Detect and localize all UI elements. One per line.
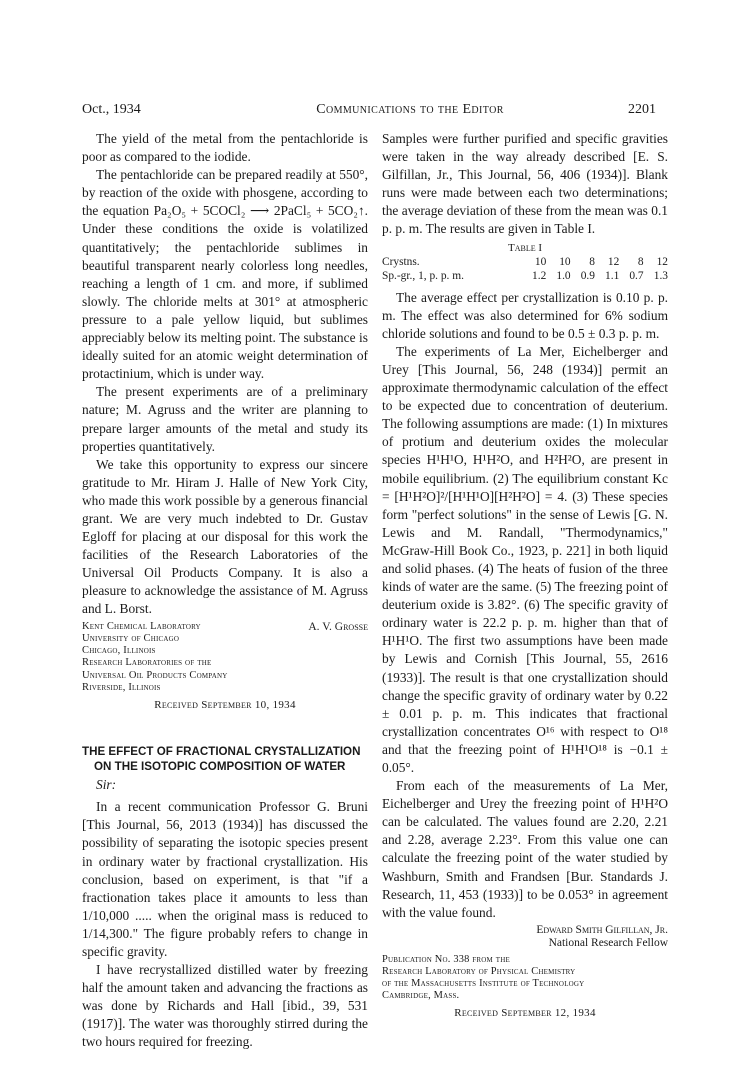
paragraph: The present experiments are of a preliminary nature; M. Agruss and the writer are planning to prepare larger amounts of the metal and study its properties quantitatively.	[82, 384, 368, 454]
running-head-section: Communications to the Editor	[316, 102, 504, 117]
signature-row	[82, 621, 368, 634]
table-cell: 1.0	[556, 269, 571, 282]
author-name: A. V. Grosse	[308, 620, 368, 633]
institution-line: Kent Chemical Laboratory	[82, 620, 201, 632]
salutation: Sir:	[96, 777, 117, 793]
article-title	[82, 744, 368, 774]
table-cell: Sp.-gr., 1, p. p. m.	[382, 269, 464, 282]
table-cell: 12	[656, 255, 668, 268]
table-cell: 1.2	[532, 269, 547, 282]
institution-line: Publication No. 338 from the	[382, 953, 510, 965]
institution-line: Riverside, Illinois	[82, 681, 161, 693]
results-table	[382, 255, 668, 283]
received-date: Received September 10, 1934	[154, 699, 296, 712]
institution-line: of the Massachusetts Institute of Technology	[382, 977, 585, 989]
page-number: 2201	[628, 102, 656, 117]
table-cell: 8	[589, 255, 595, 268]
table-cell: 1.1	[605, 269, 620, 282]
paragraph: I have recrystallized distilled water by freezing half the amount taken and advancing the fractions as was done by Richards and Hall [ibid., 39, 531 (1917)]. The water was thoroughly stirred during the two hours required for freezing.	[82, 962, 368, 1050]
right-column	[382, 130, 668, 1022]
running-head-date: Oct., 1934	[82, 102, 141, 117]
paragraph: The average effect per crystallization is 0.10 p. p. m. The effect was also determined for 6% sodium chloride solutions and found to be 0.5 ± 0.3 p. p. m.	[382, 289, 668, 341]
paragraph: The pentachloride can be prepared readily at 550°, by reaction of the oxide with phosgene, according to the equation Pa₂O₅ + 5COCl₂ ⟶ 2PaCl₅ + 5CO₂↑. Under these conditions the oxide is volatilized quantitatively; the pentachloride sublimes in beautiful transparent nearly colorless long needles, reaching a length of 1 cm. and more, if sublimed slowly. The chloride melts at 301° at atmospheric pressure to a pale yellow liquid, but sublimes appreciably below its melting point. The substance is ideally suited for an atomic weight determination of protactinium, which is under way.	[82, 167, 368, 382]
paragraph: Samples were further purified and specific gravities were taken in the way already described [E. S. Gilfillan, Jr., This Journal, 56, 406 (1934)]. Blank runs were made between each two determinations; the average deviation of these from the mean was 0.1 p. p. m. The results are given in Table I.	[382, 131, 668, 237]
table-row	[382, 269, 668, 283]
paragraph: The yield of the metal from the pentachloride is poor as compared to the iodide.	[82, 131, 368, 165]
table-cell: 0.9	[580, 269, 595, 282]
table-cell: 10	[559, 255, 571, 268]
article-title-line: THE EFFECT OF FRACTIONAL CRYSTALLIZATION	[82, 745, 361, 759]
table-cell: 1.3	[653, 269, 668, 282]
table-cell: 10	[534, 255, 547, 268]
received-date: Received September 12, 1934	[454, 1006, 596, 1019]
table-row	[382, 255, 668, 269]
author-affiliation: National Research Fellow	[548, 936, 668, 949]
author-name: Edward Smith Gilfillan, Jr.	[536, 923, 668, 936]
article-title-line: ON THE ISOTOPIC COMPOSITION OF WATER	[94, 760, 346, 774]
institution-line: Chicago, Illinois	[82, 645, 156, 657]
table-cell: Crystns.	[382, 255, 420, 268]
institution-line: University of Chicago	[82, 633, 180, 645]
table-cell: 8	[637, 255, 644, 268]
paragraph: We take this opportunity to express our sincere gratitude to Mr. Hiram J. Halle of New York City, who made this work possible by a generous financial grant. We are very much indebted to Dr. Gustav Egloff for placing at our disposal for this work the facilities of the Research Laboratories of the Universal Oil Products Company. It is also a pleasure to acknowledge the assistance of M. Agruss and L. Borst.	[82, 456, 368, 617]
paragraph: The experiments of La Mer, Eichelberger and Urey [This Journal, 56, 248 (1934)] permit an approximate thermodynamic calculation of the effect to be expected due to concentration of deuterium. The following assumptions are made: (1) In mixtures of protium and deuterium oxides the molecular species H¹H¹O, H¹H²O, and H²H²O, are present in mobile equilibrium. (2) The equilibrium constant Kc = [H¹H²O]²/[H¹H¹O][H²H²O] = 4. (3) These species form "perfect solutions" in the sense of Lewis [G. N. Lewis and M. Randall, "Thermodynamics," McGraw-Hill Book Co., 1923, p. 221] in both liquid and solid phases. (4) The heats of fusion of the three kinds of water are the same. (5) The freezing point of deuterium oxide is 3.82°. (6) The specific gravity of ordinary water is 22.2 p. p. m. higher than that of H¹H¹O. The first two assumptions have been made by Lewis and Cornish [This Journal, 55, 2616 (1933)]. The result is that one crystallization should change the specific gravity of ordinary water by 0.22 ± 0.01 p. p. m. This indicates that fractional crystallization concentrates O¹⁶ with respect to O¹⁸ and that the freezing point of H¹H¹O¹⁸ is −0.1 ± 0.05°.	[382, 343, 668, 775]
left-column	[82, 130, 368, 1052]
table-caption: Table I	[507, 241, 543, 254]
institution-line: Research Laboratories of the	[82, 657, 212, 669]
paragraph: From each of the measurements of La Mer, Eichelberger and Urey the freezing point of H¹H²O can be calculated. The values found are 2.20, 2.21 and 2.28, average 2.23°. From this value one can calculate the freezing point of the water studied by Washburn, Smith and Frandsen [Bur. Standards J. Research, 11, 453 (1933)] to be 0.053° in agreement with the value found.	[382, 778, 668, 920]
paragraph: In a recent communication Professor G. Bruni [This Journal, 56, 2013 (1934)] has discussed the possibility of separating the isotopic species present in ordinary water by fractional crystallization. His conclusion, based on experiment, is that "if a fractionation takes place it amounts to less than 1/10,000 ..... when the original mass is reduced to 1/14,300." The figure probably refers to change in specific gravity.	[82, 799, 368, 959]
institution-line: Universal Oil Products Company	[82, 669, 228, 681]
table-cell: 12	[607, 255, 620, 268]
institution-line: Cambridge, Mass.	[382, 989, 460, 1001]
table-cell: 0.7	[629, 269, 644, 282]
institution-line: Research Laboratory of Physical Chemistry	[382, 965, 576, 977]
